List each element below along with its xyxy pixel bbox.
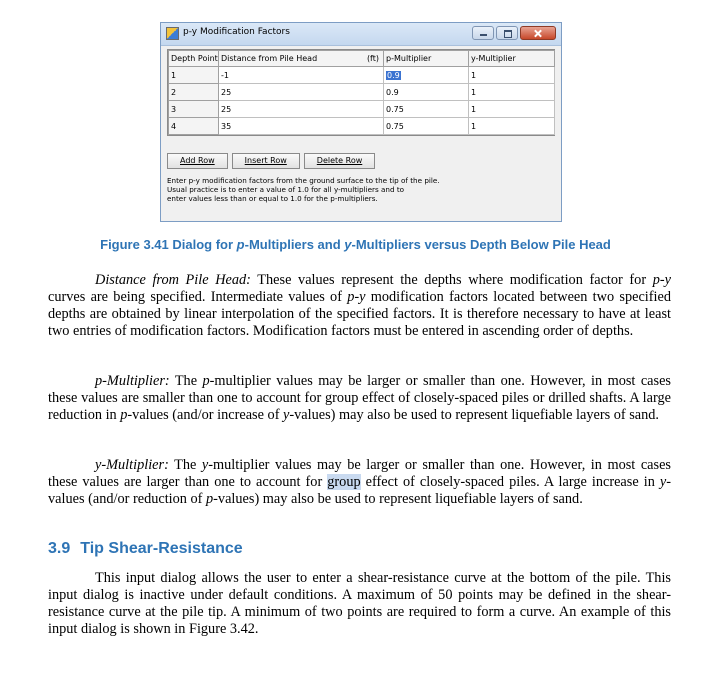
distance-cell[interactable]: -1 [219, 67, 384, 84]
para-text: These values represent the depths where modification factor for [250, 272, 653, 288]
table-row [169, 101, 555, 118]
distance-cell[interactable]: 25 [219, 84, 384, 101]
para-italic: p [206, 491, 214, 507]
y-multiplier-cell[interactable]: 1 [469, 84, 555, 101]
col-header-p-multiplier: p-Multiplier [384, 51, 469, 67]
delete-row-button[interactable]: Delete Row [304, 153, 375, 169]
para-italic: y [201, 457, 209, 473]
p-multiplier-cell[interactable] [384, 67, 469, 84]
app-icon [166, 27, 179, 40]
distance-cell[interactable]: 25 [219, 101, 384, 118]
p-multiplier-cell[interactable]: 0.75 [384, 118, 469, 135]
col-header-distance [219, 51, 384, 67]
row-number: 4 [169, 118, 219, 135]
para-text: -multiplier values may be larger or smaller than one. However, in most cases these values are smaller than one to account for group effect of closely-spaced piles or drilled shafts. A large reduction in [48, 373, 671, 423]
distance-cell[interactable]: 35 [219, 118, 384, 135]
distance-header-label: Distance from Pile Head [221, 54, 318, 63]
para-lead: p-Multiplier: [95, 373, 170, 389]
grid-header-row [169, 51, 555, 67]
caption-y: y [344, 237, 352, 252]
close-button[interactable] [520, 26, 556, 40]
window-controls [472, 26, 556, 40]
dialog-titlebar[interactable] [161, 23, 561, 46]
y-multiplier-cell[interactable]: 1 [469, 101, 555, 118]
y-multiplier-cell[interactable]: 1 [469, 118, 555, 135]
para-italic: y [659, 474, 667, 490]
paragraph-p-multiplier [48, 373, 671, 424]
col-header-depth-point: Depth Point [169, 51, 219, 67]
caption-p: p [236, 237, 245, 252]
y-multiplier-cell[interactable]: 1 [469, 67, 555, 84]
help-text [167, 176, 440, 203]
section-heading [48, 540, 243, 558]
para-text: -values) may also be used to represent liquefiable layers of sand. [213, 491, 583, 507]
para-italic: p [120, 407, 128, 423]
caption-mid2: -Multipliers versus Depth Below Pile Head [351, 237, 611, 252]
para-text: -values (and/or reduction of [48, 474, 671, 507]
row-buttons [167, 153, 375, 169]
caption-prefix: Figure 3.41 Dialog for [100, 237, 237, 252]
section-number: 3.9 [48, 540, 71, 557]
para-text: modification factors located between two specified depths are obtained by linear interpolation of the specified factors. It is therefore necessary to have at least two entries of modification factors. Modification factors must be entered in ascending order of depths. [48, 289, 671, 339]
col-header-y-multiplier: y-Multiplier [469, 51, 555, 67]
add-row-button[interactable]: Add Row [167, 153, 228, 169]
caption-mid1: -Multipliers and [244, 237, 345, 252]
para-lead: Distance from Pile Head: [95, 272, 251, 288]
minimize-button[interactable] [472, 26, 494, 40]
para-text: The [168, 457, 202, 473]
para-text: -values) may also be used to represent liquefiable layers of sand. [289, 407, 659, 423]
section-title: Tip Shear-Resistance [80, 540, 243, 557]
help-line: Enter p-y modification factors from the ground surface to the tip of the pile. [167, 176, 440, 185]
row-number: 3 [169, 101, 219, 118]
paragraph-y-multiplier [48, 457, 671, 508]
distance-unit: (ft) [366, 54, 379, 63]
para-text: effect of closely-spaced piles. A large increase in [360, 474, 660, 490]
para-italic: y [283, 407, 290, 423]
para-lead: y-Multiplier: [95, 457, 169, 473]
maximize-button[interactable] [496, 26, 518, 40]
selected-value[interactable]: 0.9 [387, 70, 400, 80]
paragraph-tip-shear: This input dialog allows the user to enter a shear-resistance curve at the bottom of the pile. This input dialog is inactive under default conditions. A maximum of 50 points may be defined in the shear-resistance curve at the pile tip. A minimum of two points are required to form a curve. An example of this input dialog is shown in Figure 3.42. [48, 570, 671, 637]
para-text: The [169, 373, 203, 389]
row-number: 1 [169, 67, 219, 84]
figure-caption [0, 237, 711, 252]
p-multiplier-cell[interactable]: 0.75 [384, 101, 469, 118]
para-italic: p [202, 373, 210, 389]
table-row [169, 67, 555, 84]
para-text: -multiplier values may be larger or smaller than one. However, in most cases these values are larger than one to account for [48, 457, 671, 490]
table-row [169, 84, 555, 101]
paragraph-distance [48, 272, 671, 340]
highlighted-word[interactable]: group [327, 474, 361, 490]
para-text: -values (and/or increase of [127, 407, 284, 423]
row-number: 2 [169, 84, 219, 101]
help-line: enter values less than or equal to 1.0 for the p-multipliers. [167, 194, 378, 203]
dialog-title: p-y Modification Factors [183, 27, 290, 37]
factors-grid [167, 49, 555, 136]
p-multiplier-cell[interactable]: 0.9 [384, 84, 469, 101]
para-italic: p-y [347, 289, 366, 305]
para-text: curves are being specified. Intermediate values of [48, 289, 348, 305]
py-modification-dialog [160, 22, 562, 222]
insert-row-button[interactable]: Insert Row [232, 153, 300, 169]
help-line: Usual practice is to enter a value of 1.0 for all y-multipliers and to [167, 185, 405, 194]
table-row [169, 118, 555, 135]
para-italic: p-y [652, 272, 671, 288]
